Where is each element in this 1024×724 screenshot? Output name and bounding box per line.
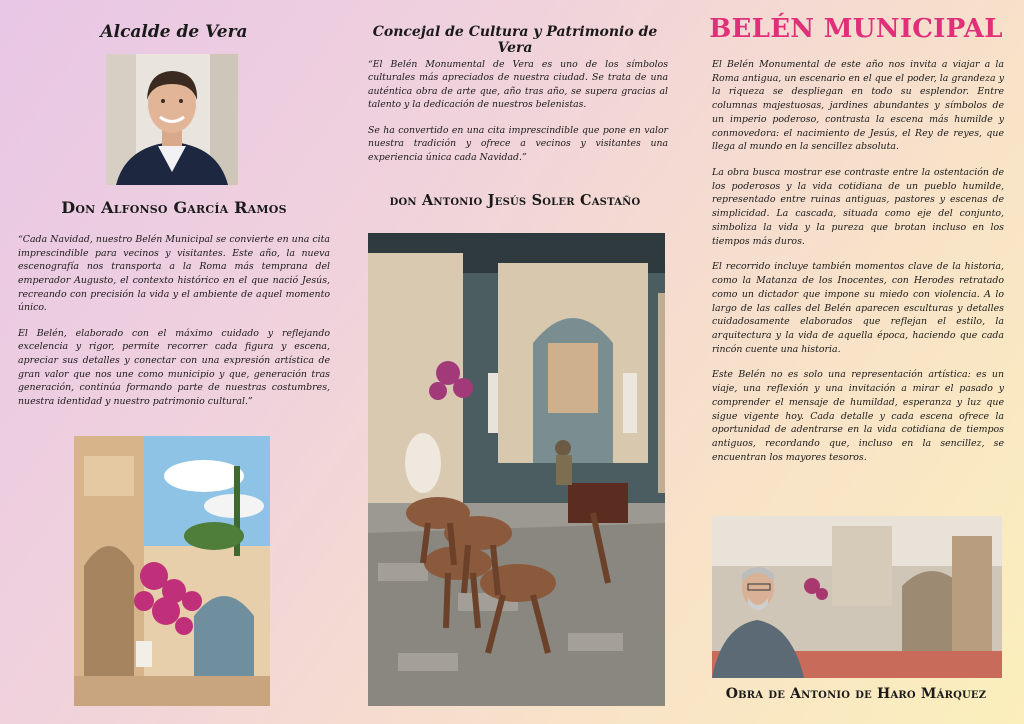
councillor-column [358,0,672,724]
belen-title: BELÉN MUNICIPAL [709,14,1003,44]
artist-photo [712,516,1002,678]
chariot-nativity-photo [368,233,665,706]
mayor-portrait [106,54,238,185]
mayor-heading: Alcalde de Vera [100,22,248,42]
councillor-quote-1: “El Belén Monumental de Vera es uno de los símbolos culturales más apreciados de nuestra ciudad. Se trata de una auténtica obra de arte que, año tras año, se supera gracias al talento y la dedicación de nuestros belenistas. [368,59,668,111]
belen-para-4: Este Belén no es solo una representación artística: es un viaje, una reflexión y una invitación a mirar el pasado y comprender el mensaje de humildad, esperanza y luz que sigue vigente hoy. Cada detalle y cada escena ofrece la oportunidad de adentrarse en la vida cotidiana de tiempos antiguos, recordando que, incluso en la sencillez, se encuentran los mayores tesoros. [712,369,1004,463]
belen-para-2: La obra busca mostrar ese contraste entre la ostentación de los poderosos y la vida cotidiana de un pueblo humilde, representado entre ruinas antiguas, pastores y escenas de simplicidad. La cascada, situada como eje del conjunto, simboliza la vida y la pureza que brotan incluso en los tiempos más duros. [712,167,1004,247]
mayor-name: Don Alfonso García Ramos [61,198,287,217]
mayor-quote-1: “Cada Navidad, nuestro Belén Municipal se convierte en una cita imprescindible para vecinos y visitantes. Este año, la nueva escenografía nos transporta a la Roma más temprana del emperador Augusto, el contexto histórico en el que nació Jesús, recreando con precisión la vida y el ambiente de aquel momento único. [18,234,330,314]
mayor-column [18,0,330,724]
mayor-quote-2: El Belén, elaborado con el máximo cuidado y reflejando excelencia y rigor, permite recorrer cada figura y escena, apreciar sus detalles y conectar con una expresión artística de gran valor que nos une como municipio y que, generación tras generación, continúa formando parte de nuestras costumbres, nuestra identidad y nuestro patrimonio cultural.” [18,327,330,407]
councillor-quote-2: Se ha convertido en una cita imprescindible que pone en valor nuestra tradición y ofrece a vecinos y visitantes una experiencia única cada Navidad.” [368,124,668,163]
artist-caption: Obra de Antonio de Haro Márquez [725,686,987,702]
roman-garden-illustration [74,436,270,706]
councillor-heading: Concejal de Cultura y Patrimonio de Vera [372,24,658,56]
councillor-name: don Antonio Jesús Soler Castaño [389,192,641,209]
belen-para-3: El recorrido incluye también momentos clave de la historia, como la Matanza de los Inocentes, con Herodes retratado como un dictador que impone su miedo con violencia. A lo largo de las calles del Belén aparecen esculturas y detalles cuidadosamente elaborados que reflejan el estilo, la arquitectura y la vida de aquella época, haciendo que cada rincón cuente una historia. [712,261,1004,355]
belen-para-1: El Belén Monumental de este año nos invita a viajar a la Roma antigua, un escenario en el que el poder, la grandeza y la riqueza se despliegan en todo su esplendor. Entre columnas majestuosas, jardines abundantes y símbolos de un imperio poderoso, contrasta la escena más humilde y conmovedora: el nacimiento de Jesús, el Rey de reyes, que llega al mundo en la sencillez absoluta. [712,59,1004,153]
belen-column [708,0,1004,724]
